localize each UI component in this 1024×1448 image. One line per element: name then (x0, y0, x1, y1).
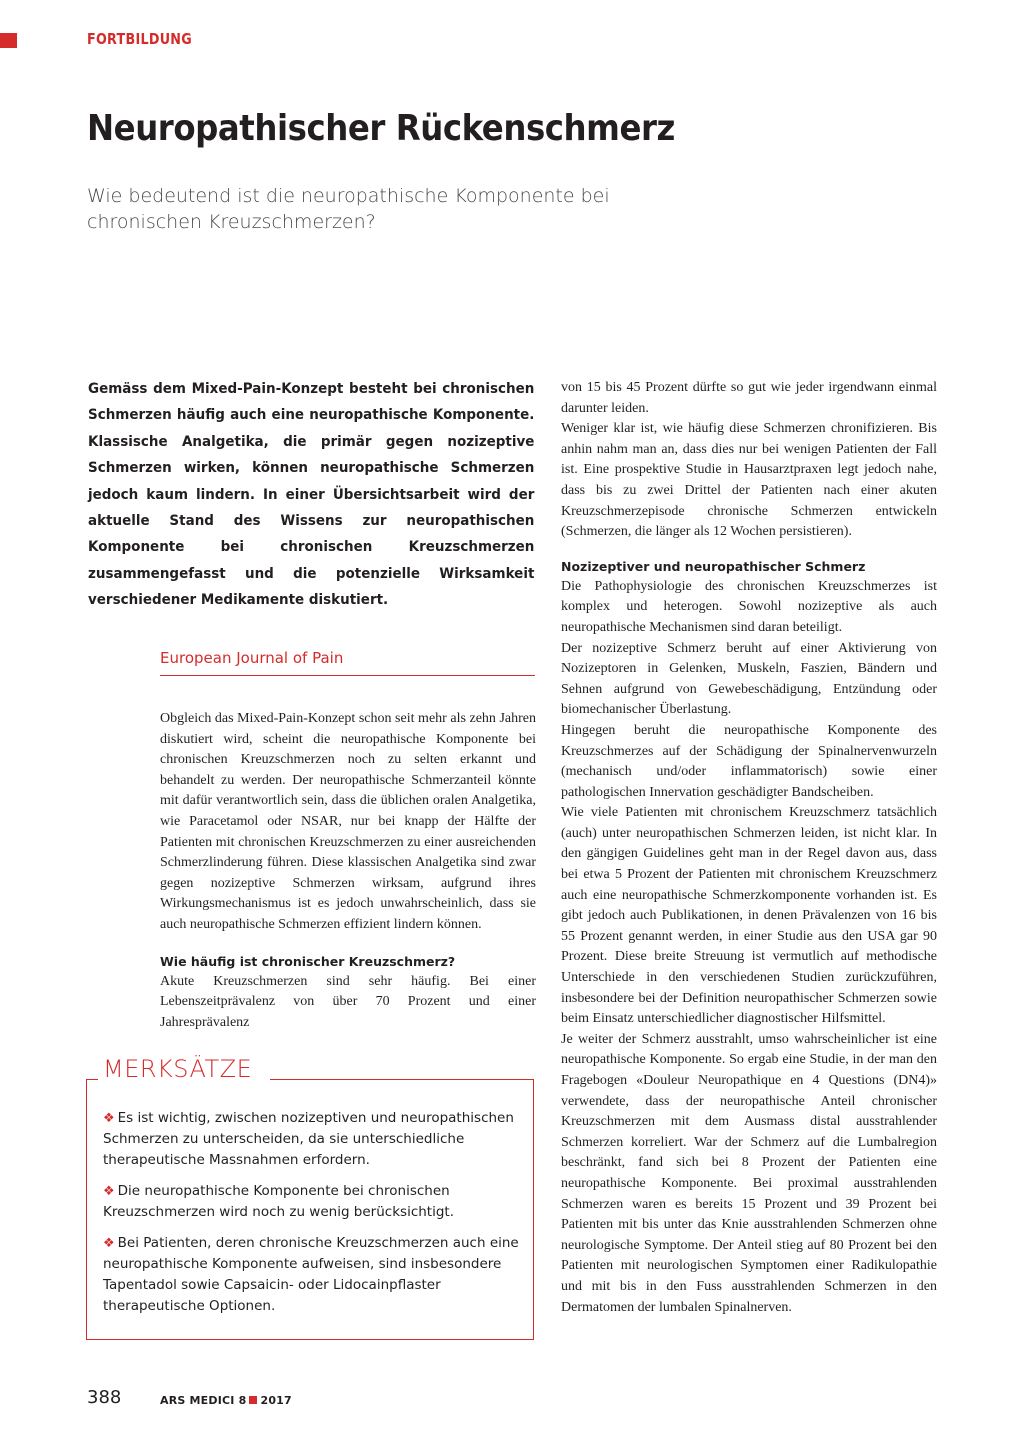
journal-footer (160, 1394, 292, 1407)
box-border-segment (270, 1079, 534, 1080)
merksatz-item (103, 1108, 523, 1171)
paragraph: Wie viele Patienten mit chronischem Kreuzschmerz tatsächlich (auch) unter neuropathischen Schmerzen leiden, ist nicht klar. In den gängigen Guidelines geht man in der Regel davon aus, dass bei etwa 5 Prozent der Patienten mit chronischem Kreuzschmerz auch eine neuropathische Schmerzkomponente vorhanden ist. Es gibt jedoch auch Publikationen, in denen Prävalenzen von 16 bis 55 Prozent genannt werden, in einer Studie aus den USA gar 90 Prozent. Diese breite Streuung ist vermutlich auf methodische Unterschiede in den verschiedenen Studien zurückzuführen, insbesondere bei der Definition neuropathischer Schmerzen sowie beim Einsatz unterschiedlicher diagnostischer Hilfsmittel. (561, 805, 937, 1027)
paragraph: Die Pathophysiologie des chronischen Kreuzschmerzes ist komplex und heterogen. Sowohl nozizeptive als auch neuropathische Mechanismen sind daran beteiligt. (561, 578, 937, 635)
merksatz-text: Die neuropathische Komponente bei chronischen Kreuzschmerzen wird noch zu wenig berücksichtigt. (103, 1183, 454, 1220)
page-number: 388 (87, 1387, 122, 1408)
paragraph: Je weiter der Schmerz ausstrahlt, umso wahrscheinlicher ist eine neuropathische Komponente. So ergab eine Studie, in der man den Fragebogen «Douleur Neuropathique en 4 Questions (DN4)» verwendete, dass der neuropathische Anteil chronischer Kreuzschmerzen mit dem Ausmass distal ausstrahlender Schmerzen korreliert. War der Schmerz auf die Lumbalregion beschränkt, fand sich bei 8 Prozent der Patienten eine neuropathische Komponente. Bei proximal ausstrahlenden Schmerzen waren es bereits 15 Prozent und 39 Prozent bei Patienten mit bis unter das Knie ausstrahlenden Schmerzen ohne neurologische Symptome. Der Anteil stieg auf 80 Prozent bei den Patienten mit neurologischen Symptomen einer Radikulopathie und mit bis in den Fuss ausstrahlenden Schmerzen in den Dermatomen der lumbalen Spinalnerven. (561, 1031, 937, 1315)
merksatz-item (103, 1181, 523, 1223)
article-lead: Gemäss dem Mixed-Pain-Konzept besteht bei chronischen Schmerzen häufig auch eine neuropathische Komponente. Klassische Analgetika, die primär gegen nozizeptive Schmerzen wirken, können neuropathische Schmerzen jedoch kaum lindern. In einer Übersichtsarbeit wird der aktuelle Stand des Wissens zur neuropathischen Komponente bei chronischen Kreuzschmerzen zusammengefasst und die potenzielle Wirksamkeit verschiedener Medikamente diskutiert. (88, 381, 535, 609)
section-marker (0, 33, 17, 48)
paragraph: Akute Kreuzschmerzen sind sehr häufig. Bei einer Lebenszeitprävalenz von über 70 Prozent und einer Jahresprävalenz (160, 973, 536, 1030)
journal-year: 2017 (260, 1394, 292, 1407)
merksatz-text: Bei Patienten, deren chronische Kreuzschmerzen auch eine neuropathische Komponente aufweisen, sind insbesondere Tapentadol sowie Capsaicin- oder Lidocainpflaster therapeutische Optionen. (103, 1235, 519, 1314)
diamond-bullet-icon: ❖ (103, 1111, 115, 1126)
merksatz-text: Es ist wichtig, zwischen nozizeptiven und neuropathischen Schmerzen zu unterscheiden, da sie unterschiedliche therapeutische Massnahmen erfordern. (103, 1110, 514, 1168)
footer-square-icon (249, 1396, 257, 1404)
text-column-right (561, 378, 937, 1318)
section-label: FORTBILDUNG (87, 30, 192, 48)
paragraph: Hingegen beruht die neuropathische Komponente des Kreuzschmerzes auf der Schädigung der Spinalnervenwurzeln (mechanisch und/oder inflammatorisch) sowie einer pathologischen Innervation geschädigter Bandscheiben. (561, 722, 937, 800)
subheading: Wie häufig ist chronischer Kreuzschmerz? (160, 953, 456, 969)
article-subtitle: Wie bedeutend ist die neuropathische Komponente bei chronischen Kreuzschmerzen? (87, 185, 610, 233)
merksatz-item (103, 1233, 523, 1317)
paragraph: von 15 bis 45 Prozent dürfte so gut wie jeder irgendwann einmal darunter leiden. (561, 380, 937, 416)
text-column-middle (160, 709, 536, 1033)
paragraph: Der nozizeptive Schmerz beruht auf einer Aktivierung von Nozizeptoren in Gelenken, Muskeln, Faszien, Bändern und Sehnen aufgrund von Gewebeschädigung, Entzündung oder biomechanischer Überlastung. (561, 640, 937, 718)
paragraph: Obgleich das Mixed-Pain-Konzept schon seit mehr als zehn Jahren diskutiert wird, scheint die neuropathische Komponente bei chronischen Kreuzschmerzen noch zu selten erkannt und behandelt zu werden. Der neuropathische Schmerzanteil könnte mit dafür verantwortlich sein, dass die üblichen oralen Analgetika, wie Paracetamol oder NSAR, nur bei knapp der Hälfte der Patienten mit chronischen Kreuzschmerzen zu einer ausreichenden Schmerzlinderung führen. Diese klassischen Analgetika sind zwar gegen nozizeptive Schmerzen wirksam, aufgrund ihres Wirkungsmechanismus ist es jedoch unwahrscheinlich, dass sie auch neuropathische Schmerzen effizient lindern können. (160, 711, 536, 932)
diamond-bullet-icon: ❖ (103, 1184, 115, 1199)
journal-name: ARS MEDICI 8 (160, 1394, 247, 1407)
box-border-segment (86, 1079, 98, 1080)
merksaetze-title: MERKSÄTZE (103, 1055, 253, 1083)
article-title: Neuropathischer Rückenschmerz (87, 108, 675, 149)
subheading: Nozizeptiver und neuropathischer Schmerz (561, 558, 866, 574)
source-journal: European Journal of Pain (160, 649, 535, 676)
diamond-bullet-icon: ❖ (103, 1236, 115, 1251)
paragraph: Weniger klar ist, wie häufig diese Schmerzen chronifizieren. Bis anhin nahm man an, dass dies nur bei wenigen Patienten der Fall ist. Eine prospektive Studie in Hausarztpraxen legt jedoch nahe, dass bis zu zwei Drittel der Patienten nach einer akuten Kreuzschmerzepisode chronische Schmerzen entwickeln (Schmerzen, die länger als 12 Wochen persistieren). (561, 421, 937, 540)
